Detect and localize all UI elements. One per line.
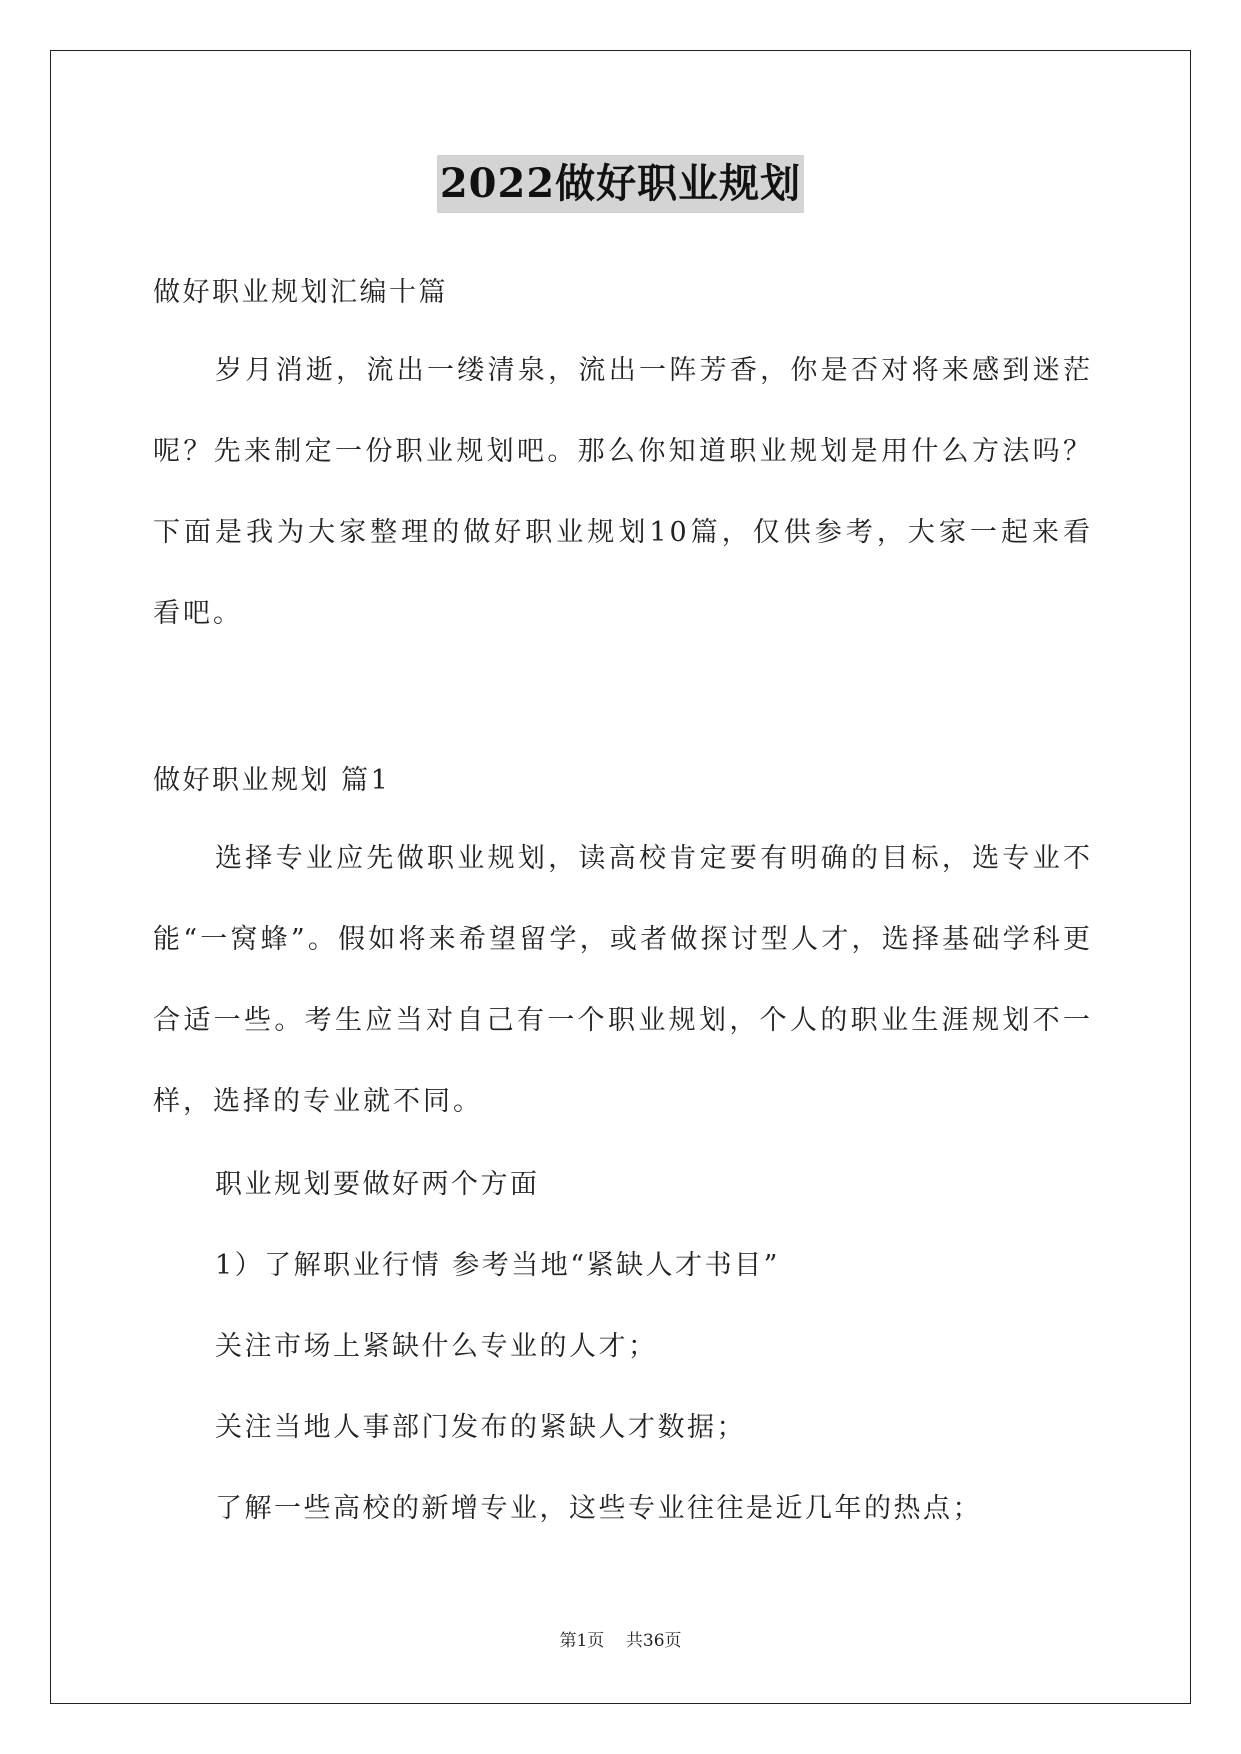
document-title: 2022做好职业规划 (437, 155, 804, 213)
list-item: 1）了解职业行情 参考当地“紧缺人才书目” (215, 1250, 780, 1281)
list-item: 了解一些高校的新增专业，这些专业往往是近几年的热点； (215, 1493, 982, 1524)
title-container (0, 155, 1241, 213)
section-heading: 做好职业规划 篇1 (153, 765, 391, 796)
page-number: 第1页 共36页 (559, 1631, 682, 1651)
document-subtitle: 做好职业规划汇编十篇 (153, 277, 448, 308)
page-footer (0, 1626, 1241, 1651)
list-item: 职业规划要做好两个方面 (215, 1169, 540, 1200)
section-paragraph: 选择专业应先做职业规划，读高校肯定要有明确的目标，选专业不能“一窝蜂”。假如将来希望留学，或者做探讨型人才，选择基础学科更合适一些。考生应当对自己有一个职业规划，个人的职业生涯规划不一样，选择的专业就不同。 (153, 843, 1093, 1117)
list-item: 关注当地人事部门发布的紧缺人才数据； (215, 1412, 746, 1443)
list-item: 关注市场上紧缺什么专业的人才； (215, 1331, 658, 1362)
intro-paragraph: 岁月消逝，流出一缕清泉，流出一阵芳香，你是否对将来感到迷茫呢？先来制定一份职业规划吧。那么你知道职业规划是用什么方法吗？下面是我为大家整理的做好职业规划10篇，仅供参考，大家一起来看看吧。 (153, 355, 1093, 629)
